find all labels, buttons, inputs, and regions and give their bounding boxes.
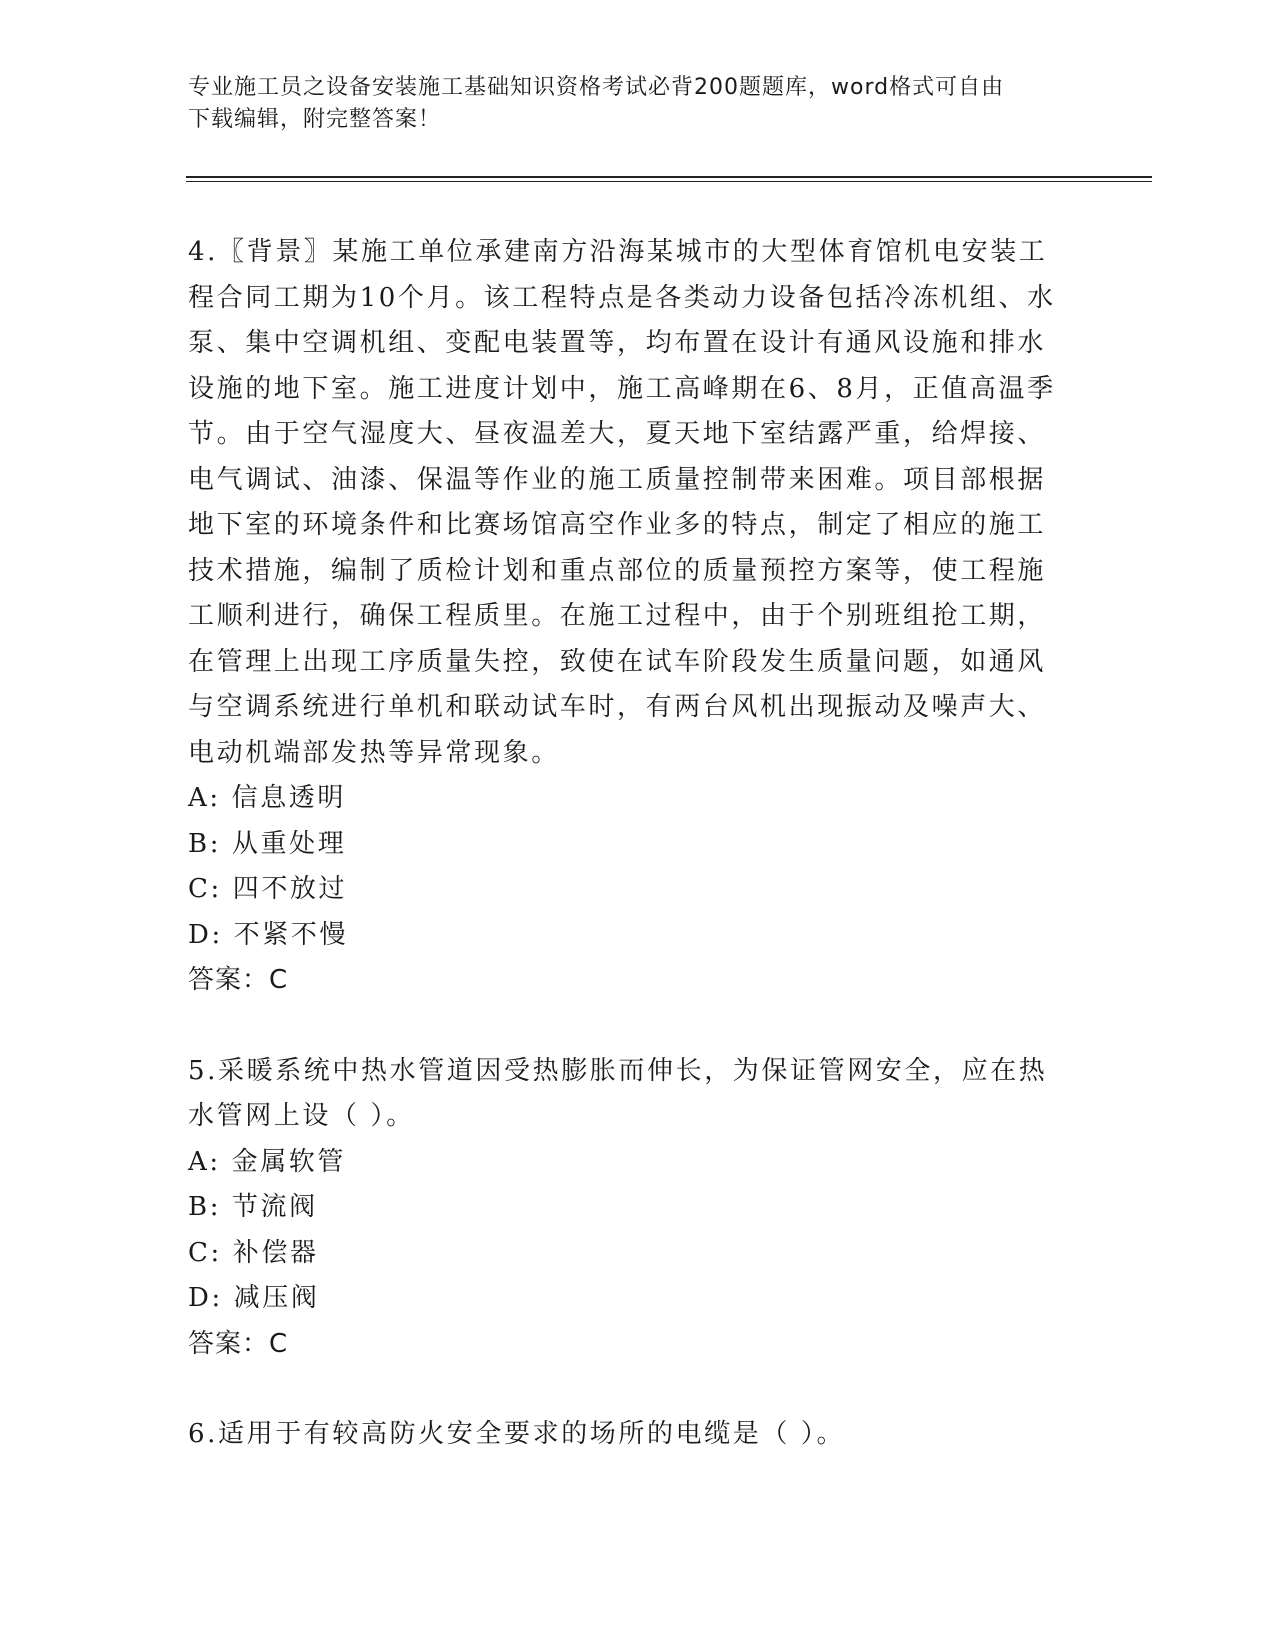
question-text-line: 4.〖背景〗某施工单位承建南方沿海某城市的大型体育馆机电安装工 [188,237,1048,267]
option-c: C: 四不放过 [188,874,348,904]
option-b: B: 节流阀 [188,1192,318,1222]
header-line-1: 专业施工员之设备安装施工基础知识资格考试必背200题题库，word格式可自由 [188,75,1005,100]
question-text-line: 在管理上出现工序质量失控，致使在试车阶段发生质量问题，如通风 [188,646,1047,677]
option-d: D: 减压阀 [188,1283,320,1313]
answer-line: 答案：C [188,1328,289,1359]
question-4 [188,230,1068,1004]
option-d: D: 不紧不慢 [188,919,349,950]
option-a: A: 金属软管 [188,1146,347,1177]
question-text-line: 5.采暖系统中热水管道因受热膨胀而伸长，为保证管网安全，应在热 [188,1055,1048,1086]
question-text-line: 地下室的环境条件和比赛场馆高空作业多的特点，制定了相应的施工 [188,510,1047,540]
question-text-line: 与空调系统进行单机和联动试车时，有两台风机出现振动及噪声大、 [188,692,1047,722]
question-text-line: 设施的地下室。施工进度计划中，施工高峰期在6、8月，正值高温季 [188,373,1056,404]
option-b: B: 从重处理 [188,828,347,859]
question-text-line: 节。由于空气湿度大、昼夜温差大，夏天地下室结露严重，给焊接、 [188,419,1047,449]
answer-line: 答案：C [188,965,289,995]
document-header [188,72,1068,136]
question-text-line: 电气调试、油漆、保温等作业的施工质量控制带来困难。项目部根据 [188,464,1047,495]
question-text-line: 6.适用于有较高防火安全要求的场所的电缆是（ ）。 [188,1419,846,1449]
question-text-line: 水管网上设（ ）。 [188,1101,415,1131]
option-a: A: 信息透明 [188,783,347,813]
question-text-line: 电动机端部发热等异常现象。 [188,737,560,768]
question-text-line: 技术措施，编制了质检计划和重点部位的质量预控方案等，使工程施 [188,555,1047,586]
question-text-line: 泵、集中空调机组、变配电装置等，均布置在设计有通风设施和排水 [188,328,1047,358]
question-list [188,230,1068,1503]
header-divider-thick [186,176,1152,178]
header-line-2: 下载编辑，附完整答案！ [188,107,442,132]
question-6 [188,1412,1068,1458]
option-c: C: 补偿器 [188,1237,319,1268]
header-divider-thin [186,181,1152,182]
question-text-line: 程合同工期为10个月。该工程特点是各类动力设备包括冷冻机组、水 [188,282,1056,313]
question-5 [188,1049,1068,1368]
question-text-line: 工顺利进行，确保工程质里。在施工过程中，由于个别班组抢工期， [188,601,1047,631]
